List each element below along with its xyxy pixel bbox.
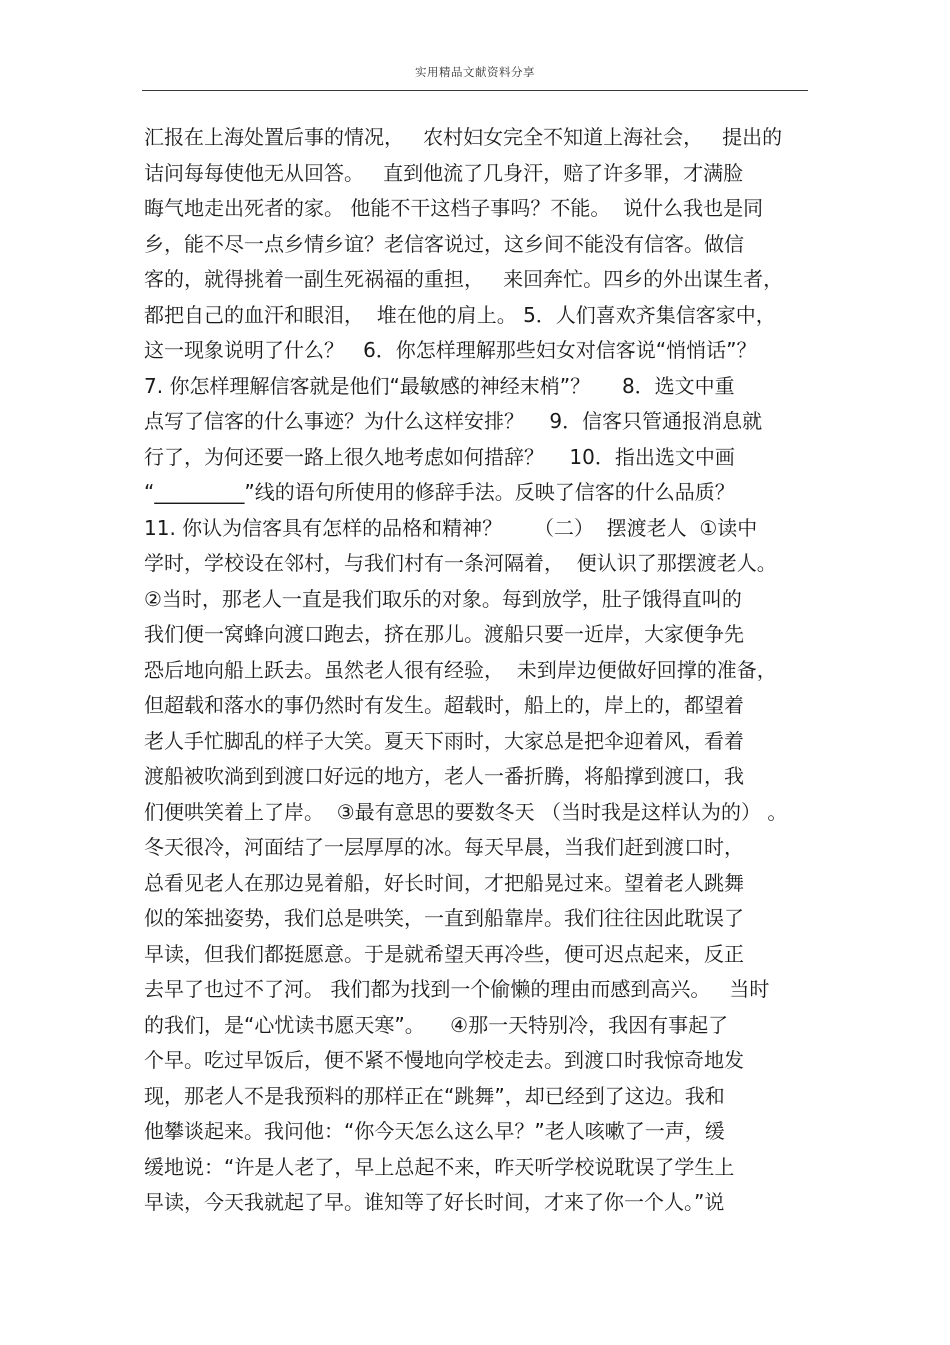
- text-line: ②当时，那老人一直是我们取乐的对象。每到放学，肚子饿得直叫的: [144, 586, 742, 611]
- text-line: 冬天很冷，河面结了一层厚厚的冰。每天早晨，当我们赶到渡口时，: [144, 835, 744, 859]
- text-line: 但超载和落水的事仍然时有发生。超载时，船上的，岸上的，都望着: [144, 693, 744, 717]
- text-line: “_________”线的语句所使用的修辞手法。反映了信客的什么品质？: [144, 480, 735, 504]
- text-line: 恐后地向船上跃去。虽然老人很有经验， 未到岸边便做好回撑的准备，: [144, 657, 777, 682]
- text-line: 现，那老人不是我预料的那样正在“跳舞”，却已经到了这边。我和: [144, 1083, 725, 1108]
- text-line: 早读，今天我就起了早。谁知等了好长时间，才来了你一个人。”说: [144, 1190, 725, 1214]
- text-line: 似的笨拙姿势，我们总是哄笑，一直到船靠岸。我们往往因此耽误了: [144, 906, 744, 930]
- text-line: 们便哄笑着上了岸。 ③最有意思的要数冬天 （当时我是这样认为的） 。: [144, 799, 788, 824]
- text-line: 学时，学校设在邻村，与我们村有一条河隔着， 便认识了那摆渡老人。: [144, 551, 777, 575]
- text-line: 总看见老人在那边晃着船，好长时间，才把船晃过来。望着老人跳舞: [144, 870, 744, 895]
- text-line: 他攀谈起来。我问他：“你今天怎么这么早？”老人咳嗽了一声，缓: [144, 1119, 725, 1143]
- document-body: [144, 120, 814, 1221]
- text-line: 行了，为何还要一路上很久地考虑如何措辞？ 10．指出选文中画: [144, 444, 735, 469]
- text-line: 7. 你怎样理解信客就是他们“最敏感的神经末梢”？ 8．选文中重: [144, 373, 735, 398]
- text-line: 缓地说：“许是人老了，早上总起不来，昨天听学校说耽误了学生上: [144, 1154, 735, 1179]
- text-line: 个早。吃过早饭后，便不紧不慢地向学校走去。到渡口时我惊奇地发: [144, 1048, 744, 1072]
- text-line: 我们便一窝蜂向渡口跑去，挤在那儿。渡船只要一近岸，大家便争先: [144, 622, 744, 646]
- text-line: 去早了也过不了河。 我们都为找到一个偷懒的理由而感到高兴。 当时: [144, 977, 770, 1001]
- text-line: 汇报在上海处置后事的情况， 农村妇女完全不知道上海社会， 提出的: [144, 125, 783, 149]
- text-line: 诘问每每使他无从回答。 直到他流了几身汗，赔了许多罪，才满脸: [144, 160, 744, 185]
- text-line: 乡，能不尽一点乡情乡谊？老信客说过，这乡间不能没有信客。做信: [144, 231, 744, 256]
- text-line: 客的，就得挑着一副生死祸福的重担， 来回奔忙。四乡的外出谋生者，: [144, 267, 784, 291]
- text-line: 的我们，是“心忧读书愿天寒”。 ④那一天特别冷，我因有事起了: [144, 1012, 729, 1037]
- text-line: 点写了信客的什么事迹？为什么这样安排？ 9．信客只管通报消息就: [144, 409, 763, 433]
- text-line: 都把自己的血汗和眼泪， 堆在他的肩上。 5．人们喜欢齐集信客家中，: [144, 302, 776, 327]
- text-line: 老人手忙脚乱的样子大笑。夏天下雨时，大家总是把伞迎着风，看着: [144, 728, 744, 753]
- page-header: 实用精品文献资料分享: [415, 65, 535, 79]
- text-line: 晦气地走出死者的家。 他能不干这档子事吗？不能。 说什么我也是同: [144, 196, 764, 220]
- text-line: 早读，但我们都挺愿意。于是就希望天再冷些，便可迟点起来，反正: [144, 941, 744, 966]
- header-divider: [142, 90, 808, 91]
- text-line: 11. 你认为信客具有怎样的品格和精神？ （二） 摆渡老人 ①读中: [144, 515, 758, 540]
- text-line: 渡船被吹淌到到渡口好远的地方，老人一番折腾，将船撑到渡口，我: [144, 764, 744, 788]
- text-line: 这一现象说明了什么？ 6．你怎样理解那些妇女对信客说“悄悄话”？: [144, 338, 757, 362]
